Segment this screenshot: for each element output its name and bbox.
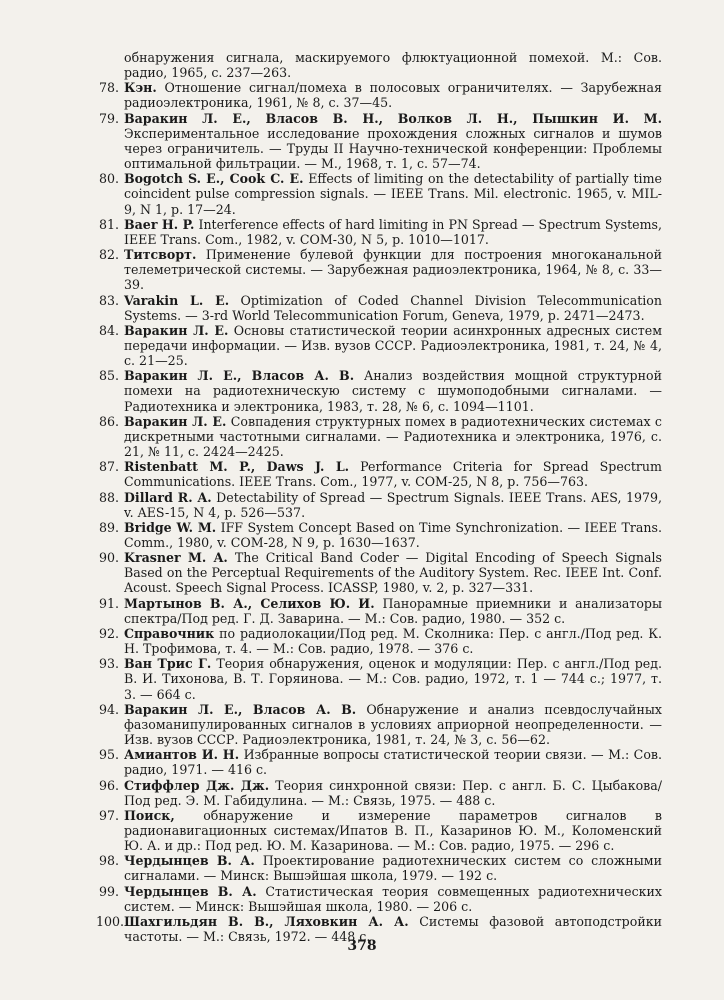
reference-item [96, 550, 662, 595]
reference-author: Варакин Л. Е. [124, 413, 227, 429]
reference-item [96, 702, 662, 747]
reference-number: 94. [98, 701, 119, 717]
reference-item [96, 853, 662, 883]
reference-number: 81. [98, 216, 119, 232]
reference-author: Чердынцев В. А. [124, 853, 255, 869]
reference-author: Bogotch S. E., Cook C. E. [124, 171, 304, 187]
reference-number: 90. [98, 550, 119, 566]
reference-number: 95. [98, 747, 119, 763]
reference-author: Варакин Л. Е., Власов А. В. [124, 368, 355, 384]
reference-item [96, 884, 662, 914]
reference-author: Dillard R. A. [124, 489, 212, 505]
reference-item [96, 808, 662, 853]
reference-author: Варакин Л. Е. [124, 322, 229, 338]
reference-text: Detectability of Spread — Spectrum Signals. IEEE Trans. AES, 1979, v. AES-15, N 4, p. 526—537. [124, 489, 662, 520]
reference-item [96, 171, 662, 216]
reference-item [96, 217, 662, 247]
reference-author: Мартынов В. А., Селихов Ю. И. [124, 595, 375, 611]
reference-number: 86. [98, 413, 119, 429]
reference-author: Амиантов И. Н. [124, 747, 240, 763]
reference-author: Ristenbatt M. P., Daws J. L. [124, 459, 350, 475]
reference-author: Varakin L. E. [124, 292, 230, 308]
reference-number: 85. [98, 368, 119, 384]
reference-number: 96. [98, 777, 119, 793]
reference-text: по радиолокации/Под ред. М. Сколника: Пер. с англ./Под ред. К. Н. Трофимова, т. 4. — М.: Сов. радио, 1978. — 376 с. [124, 625, 662, 657]
reference-text: Теория обнаружения, оценок и модуляции: Пер. с англ./Под ред. В. И. Тихонова, В. Т. Горяинова. — М.: Сов. радио, 1972, т. 1 — 744 с.; 1977, т. 3. — 664 с. [124, 656, 662, 702]
reference-item [96, 414, 662, 459]
reference-text: IFF System Concept Based on Time Synchronization. — IEEE Trans. Comm., 1980, v. COM-28, N 9, p. 1630—1637. [124, 519, 662, 550]
reference-author: Стиффлер Дж. Дж. [124, 777, 270, 793]
reference-number: 83. [98, 292, 119, 308]
reference-text: Теория синхронной связи: Пер. с англ. Б. С. Цыбакова/Под ред. Э. М. Габидулина. — М.: Связь, 1975. — 488 с. [124, 777, 662, 808]
reference-list [96, 50, 662, 944]
reference-item [96, 368, 662, 413]
reference-text: Отношение сигнал/помеха в полосовых ограничителях. — Зарубежная радиоэлектроника, 1961, № 8, с. 37—45. [124, 80, 662, 111]
reference-text: обнаружение и измерение параметров сигналов в радионавигационных системах/Ипатов В. П., Казаринов Ю. М., Коломенский Ю. А. и др.: Под ред. Ю. М. Казаринова. — М.: Сов. радио, 1975. — 296 с. [124, 807, 662, 854]
reference-number: 78. [98, 80, 119, 96]
reference-item [96, 323, 662, 368]
reference-author: Bridge W. M. [124, 519, 217, 535]
reference-item [96, 656, 662, 701]
reference-item [96, 490, 662, 520]
reference-author: Варакин Л. Е., Власов В. Н., Волков Л. Н., Пышкин И. М. [124, 110, 662, 126]
reference-author: Варакин Л. Е., Власов А. В. [124, 701, 357, 717]
reference-number: 98. [98, 853, 119, 869]
reference-number: 79. [98, 110, 119, 126]
page-number: 378 [347, 938, 377, 954]
reference-item [96, 247, 662, 292]
reference-text: The Critical Band Coder — Digital Encoding of Speech Signals Based on the Perceptual Requirements of the Auditory System. Rec. IEEE Int. Conf. Acoust. Speech Signal Process. ICASSP, 1980, v. 2, p. 327—331. [124, 550, 662, 596]
reference-number: 84. [98, 322, 119, 338]
reference-number: 99. [98, 883, 119, 899]
reference-item [96, 596, 662, 626]
reference-item [96, 626, 662, 656]
reference-text: Optimization of Coded Channel Division Telecommunication Systems. — 3-rd World Telecommunication Forum, Geneva, 1979, p. 2471—2473. [124, 292, 662, 323]
reference-author: Справочник [124, 625, 215, 641]
reference-author: Krasner M. A. [124, 550, 228, 566]
reference-item [96, 50, 662, 80]
reference-author: Baer H. P. [124, 216, 195, 232]
reference-number: 82. [98, 247, 119, 263]
reference-number: 80. [98, 171, 119, 187]
reference-item [96, 520, 662, 550]
reference-number: 88. [98, 489, 119, 505]
reference-text: Совпадения структурных помех в радиотехнических системах с дискретными частотными сигналами. — Радиотехника и электроника, 1976, с. 21, № 11, с. 2424—2425. [124, 413, 662, 460]
reference-number: 87. [98, 459, 119, 475]
reference-item [96, 459, 662, 489]
reference-number: 89. [98, 519, 119, 535]
reference-text: Системы фазовой автоподстройки частоты. — М.: Связь, 1972. — 448 с. [124, 913, 662, 945]
reference-text: обнаружения сигнала, маскируемого флюктуационной помехой. М.: Сов. радио, 1965, с. 237—263. [124, 50, 662, 81]
reference-text: Анализ воздействия мощной структурной помехи на радиотехническую систему с шумоподобными сигналами. — Радиотехника и электроника, 1983, т. 28, № 6, с. 1094—1101. [124, 368, 662, 414]
reference-item [96, 778, 662, 808]
reference-item [96, 111, 662, 172]
reference-author: Ван Трис Г. [124, 656, 212, 672]
reference-text: Performance Criteria for Spread Spectrum Communications. IEEE Trans. Com., 1977, v. COM-25, N 8, p. 756—763. [124, 459, 662, 490]
reference-author: Поиск, [124, 807, 175, 823]
reference-author: Титсворт. [124, 247, 197, 263]
reference-text: Статистическая теория совмещенных радиотехнических систем. — Минск: Вышэйшая школа, 1980. — 206 с. [124, 883, 662, 914]
reference-text: Effects of limiting on the detectability of partially time coincident pulse compression signals. — IEEE Trans. Mil. electronic. 1965, v. MIL-9, N 1, p. 17—24. [124, 171, 662, 217]
reference-text: Основы статистической теории асинхронных адресных систем передачи информации. — Изв. вузов СССР. Радиоэлектроника, 1981, т. 24, № 4, с. 21—25. [124, 322, 662, 369]
reference-text: Проектирование радиотехнических систем со сложными сигналами. — Минск: Вышэйшая школа, 1979. — 192 с. [124, 853, 662, 884]
reference-number: 97. [98, 807, 119, 823]
reference-item [96, 747, 662, 777]
reference-text: Панорамные приемники и анализаторы спектра/Под ред. Г. Д. Заварина. — М.: Сов. радио, 1980. — 352 с. [124, 595, 662, 626]
reference-number: 93. [98, 656, 119, 672]
reference-author: Шахгильдян В. В., Ляховкин А. А. [124, 913, 409, 929]
reference-author: Кэн. [124, 80, 157, 96]
reference-text: Избранные вопросы статистической теории связи. — М.: Сов. радио, 1971. — 416 с. [124, 747, 662, 778]
reference-author: Чердынцев В. А. [124, 883, 257, 899]
reference-number: 91. [98, 595, 119, 611]
reference-number: 92. [98, 625, 119, 641]
reference-text: Экспериментальное исследование прохождения сложных сигналов и шумов через ограничитель. — Труды II Научно-технической конференции: Проблемы оптимальной фильтрации. — М., 1968, т. 1, с. 57—74. [124, 125, 662, 172]
reference-text: Обнаружение и анализ псевдослучайных фазоманипулированных сигналов в условиях априорной неопределенности. — Изв. вузов СССР. Радиоэлектроника, 1981, т. 24, № 3, с. 56—62. [124, 701, 662, 748]
reference-number: 100. [96, 913, 125, 929]
reference-item [96, 80, 662, 110]
reference-text: Interference effects of hard limiting in PN Spread — Spectrum Systems, IEEE Trans. Com., 1982, v. COM-30, N 5, p. 1010—1017. [124, 216, 662, 247]
reference-item [96, 293, 662, 323]
reference-text: Применение булевой функции для построения многоканальной телеметрической системы. — Зарубежная радиоэлектроника, 1964, № 8, с. 33—39. [124, 247, 662, 293]
